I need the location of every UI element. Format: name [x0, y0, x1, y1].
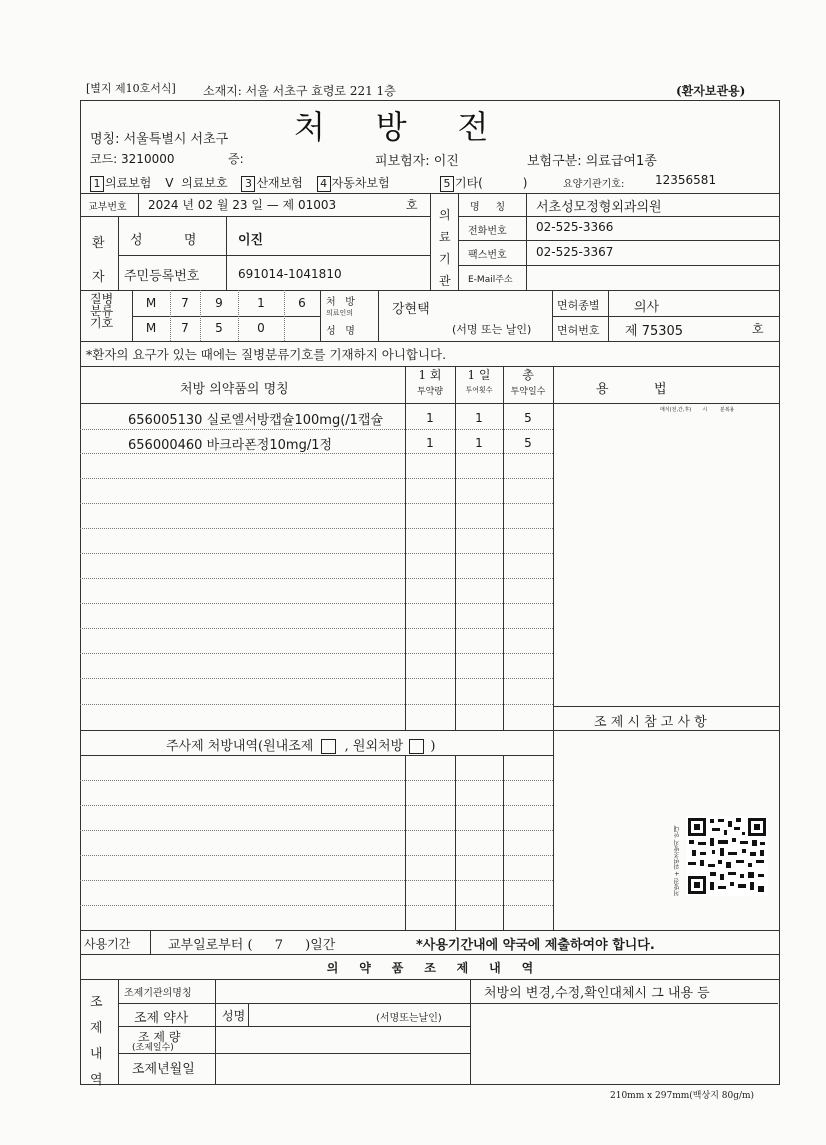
frame-top: [80, 100, 780, 101]
amount-label: 조 제 량: [138, 1030, 181, 1044]
rule: [455, 755, 456, 930]
pharmacist-sign: (서명또는날인): [376, 1013, 442, 1024]
rule: [320, 290, 321, 341]
prescriber-name: 강현택: [392, 302, 430, 317]
rule: [378, 290, 379, 341]
code2-1: 7: [181, 321, 189, 335]
rule: [503, 755, 504, 930]
injection-close: ): [430, 739, 436, 754]
copy-type: (환자보관용): [676, 84, 746, 98]
inst-name-label: 명 칭: [470, 202, 506, 213]
phone-label: 전화번호: [468, 226, 507, 237]
rule: [80, 880, 553, 881]
disease-label: [90, 293, 120, 329]
option-1-box: 1: [90, 176, 104, 192]
rule: [458, 193, 459, 290]
dose-header-top: 1 회: [418, 368, 442, 382]
prescriber-label-bot: 성 명: [326, 326, 355, 337]
dispense-date-label: 조제년월일: [132, 1062, 195, 1077]
code1-2: 9: [215, 296, 223, 310]
freq-header-top: 1 일: [467, 368, 491, 382]
medication-name: 656005130 실로엘서방캡슐100mg(/1캡슐: [128, 413, 384, 428]
rule: [553, 730, 554, 930]
certificate-label: 증:: [228, 152, 244, 166]
disease-label-line: 분류: [90, 304, 114, 318]
rule: [458, 265, 780, 266]
rule: [80, 478, 553, 479]
prescriber-label-top: 처 방: [326, 297, 355, 308]
qr-caption: 처방전 + 위변조방지 안내: [674, 825, 681, 896]
rule: [170, 290, 171, 341]
usage-header: 용 법: [596, 382, 667, 397]
institution-phone: 02-525-3366: [536, 220, 614, 234]
side-char: 의: [439, 208, 451, 222]
rule: [200, 290, 201, 341]
rule: [80, 805, 553, 806]
checked-mark: V: [165, 176, 174, 190]
rule: [118, 1003, 778, 1004]
rule: [80, 403, 780, 404]
insurer-name: 명칭: 서울특별시 서초구: [90, 132, 229, 147]
rule: [552, 316, 780, 317]
rule: [80, 930, 780, 931]
institution-name: 서초성모정형외과의원: [536, 200, 662, 215]
issue-date-number: 2024 년 02 월 23 일 — 제 01003: [148, 198, 337, 212]
patient-side-1: 환: [92, 236, 105, 251]
rule: [80, 830, 553, 831]
period-warning: *사용기간내에 약국에 제출하여야 합니다.: [416, 938, 655, 953]
institution-code: 12356581: [655, 173, 717, 187]
insured-person: 피보험자: 이진: [375, 154, 459, 169]
rule: [80, 780, 553, 781]
period-text2: )일간: [305, 938, 336, 953]
option-5-label: 기타(: [455, 176, 483, 190]
rule: [405, 755, 406, 930]
document-title: 처 방 전: [294, 108, 489, 146]
rule: [284, 290, 285, 341]
institution-side-label: [439, 204, 455, 292]
prescriber-label-mid: 의료인의: [326, 309, 354, 317]
license-number: 제 75305: [625, 324, 684, 339]
dose-header-bot: 투약량: [416, 387, 444, 397]
medication-days: 5: [524, 436, 532, 450]
code2-0: M: [145, 321, 157, 335]
rule: [80, 453, 553, 454]
code1-0: M: [145, 296, 157, 310]
rule: [80, 704, 553, 705]
medication-days: 5: [524, 411, 532, 425]
option-3-label: 산재보험: [256, 176, 303, 190]
license-type: 의사: [634, 300, 660, 315]
patient-rrn: 691014-1041810: [238, 267, 342, 281]
rule: [238, 290, 239, 341]
rule: [470, 979, 471, 1084]
rule: [80, 653, 553, 654]
institution-code-label: 요양기관기호:: [563, 179, 625, 190]
rule: [80, 528, 553, 529]
rule: [80, 290, 780, 291]
disease-label-line: 기호: [90, 316, 114, 330]
amount-sub-label: (조제일수): [132, 1043, 174, 1053]
rule: [80, 603, 553, 604]
option-2-label: 의료보호: [181, 176, 228, 190]
address: 소재지: 서울 서초구 효령로 221 1층: [203, 84, 396, 98]
change-note: 처방의 변경,수정,확인대체시 그 내용 등: [484, 986, 710, 1001]
outside-checkbox[interactable]: [409, 739, 424, 754]
freq-header-bot: 투여횟수: [465, 386, 493, 394]
rule: [132, 316, 320, 317]
side-char: 관: [439, 274, 451, 288]
side-char: 내: [90, 1047, 103, 1062]
period-text: [168, 934, 335, 953]
medication-name: 656000460 바크라폰정10mg/1정: [128, 438, 333, 453]
days-header-bot: 투약일수: [510, 387, 546, 397]
rule: [608, 290, 609, 341]
rule: [80, 578, 553, 579]
rule: [150, 930, 151, 954]
pharmacist-label: 조제 약사: [134, 1011, 189, 1026]
rule: [80, 979, 780, 980]
rule: [132, 290, 133, 341]
rule: [118, 1026, 470, 1027]
injection-mid: , 원외처방: [344, 739, 404, 754]
paper-spec: 210mm x 297mm(백상지 80g/m): [610, 1091, 755, 1101]
period-days: 7: [274, 938, 283, 953]
license-no-label: 면허번호: [557, 324, 600, 337]
injection-label: 주사제 처방내역(원내조제: [166, 739, 314, 754]
rrn-label: 주민등록번호: [124, 269, 200, 284]
option-4-label: 자동차보험: [331, 176, 390, 190]
rule: [80, 341, 780, 342]
rule: [80, 954, 780, 955]
side-char: 기: [439, 252, 451, 266]
option-5: [440, 174, 527, 192]
qr-code-icon[interactable]: [686, 816, 768, 896]
rule: [118, 979, 119, 1084]
notice: *환자의 요구가 있는 때에는 질병분류기호를 기재하지 아니합니다.: [86, 347, 447, 362]
issue-ho: 호: [406, 198, 418, 212]
rule: [80, 678, 553, 679]
rule: [80, 503, 553, 504]
days-header-top: 총: [522, 368, 534, 382]
rule: [80, 755, 553, 756]
med-name-header: 처방 의약품의 명칭: [180, 382, 289, 397]
medication-freq: 1: [475, 411, 483, 425]
rule: [458, 240, 780, 241]
option-5-close: ): [522, 176, 528, 190]
option-4-box: 4: [317, 176, 331, 192]
email-label: E-Mail주소: [468, 275, 513, 285]
rule: [248, 1003, 249, 1026]
rule: [80, 730, 780, 731]
rule: [118, 255, 430, 256]
frame-left: [80, 100, 81, 1085]
dispense-note-title: 조 제 시 참 고 사 항: [594, 715, 707, 730]
option-5-box: 5: [440, 176, 454, 192]
period-label: 사용기간: [84, 937, 131, 951]
side-char: 제: [90, 1021, 103, 1036]
insurance-options: [90, 174, 390, 192]
frame-right: [779, 100, 780, 1085]
pharmacist-name-label: 성명: [222, 1009, 246, 1023]
institution-fax: 02-525-3367: [536, 245, 614, 259]
rule: [80, 855, 553, 856]
medication-dose: 1: [426, 411, 434, 425]
side-char: 조: [90, 995, 103, 1010]
rule: [80, 216, 430, 217]
rule: [118, 1053, 470, 1054]
option-3-box: 3: [241, 176, 255, 192]
form-number: [별지 제10호서식]: [86, 82, 176, 95]
in-house-checkbox[interactable]: [321, 739, 336, 754]
rule: [118, 216, 119, 290]
medication-freq: 1: [475, 436, 483, 450]
rule: [80, 553, 553, 554]
rule: [458, 216, 780, 217]
rule: [226, 216, 227, 290]
insurance-type: 보험구분: 의료급여1종: [527, 154, 657, 169]
rule: [80, 905, 553, 906]
pharmacy-side-label: [90, 990, 108, 1094]
patient-name-label: 성 명: [130, 233, 197, 248]
pharmacy-inst-label: 조제기관의명칭: [124, 988, 192, 999]
rule: [215, 979, 216, 1084]
frame-bottom: [80, 1084, 780, 1085]
rule: [430, 193, 431, 290]
usage-small: 매식(전,간,후) 시 분복용: [660, 407, 735, 413]
side-char: 료: [439, 230, 451, 244]
code1-3: 1: [257, 296, 265, 310]
fax-label: 팩스번호: [468, 250, 507, 261]
patient-name: 이진: [238, 233, 264, 248]
prescriber-sign: (서명 또는 날인): [452, 323, 532, 336]
insurer-code: 코드: 3210000: [90, 152, 175, 166]
license-type-label: 면허종별: [557, 299, 600, 312]
code2-3: 0: [257, 321, 265, 335]
pharmacy-section-title: 의 약 품 조 제 내 역: [326, 961, 534, 975]
disease-label-line: 질병: [90, 292, 114, 306]
medication-dose: 1: [426, 436, 434, 450]
license-ho: 호: [752, 322, 764, 336]
side-char: 역: [90, 1073, 103, 1088]
period-text1: 교부일로부터 (: [168, 938, 253, 953]
patient-side-2: 자: [92, 270, 105, 285]
injection-row: [166, 735, 435, 754]
code1-4: 6: [298, 296, 306, 310]
rule: [526, 193, 527, 290]
rule: [553, 366, 554, 730]
rule: [80, 628, 553, 629]
rule: [80, 429, 553, 430]
rule: [138, 193, 139, 216]
code2-2: 5: [215, 321, 223, 335]
rule: [553, 706, 780, 707]
code1-1: 7: [181, 296, 189, 310]
option-1-label: 의료보험: [105, 176, 152, 190]
issue-label: 교부번호: [88, 202, 127, 213]
